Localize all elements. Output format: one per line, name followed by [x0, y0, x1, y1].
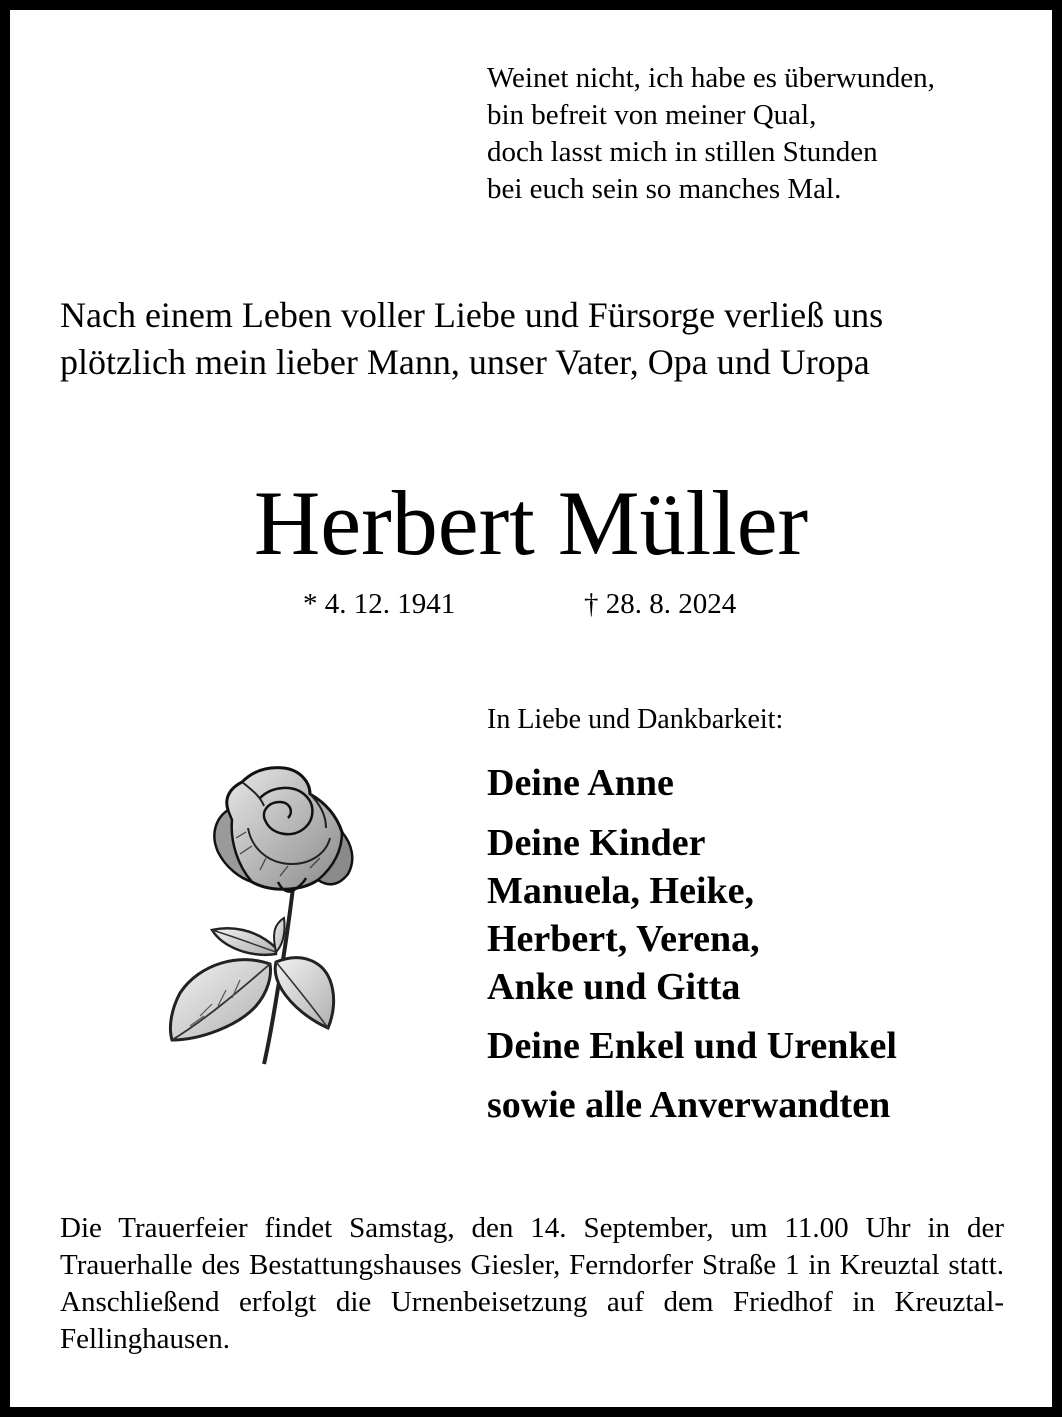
mourner-grandchildren: Deine Enkel und Urenkel [487, 1025, 897, 1067]
children-line: Herbert, Verena, [487, 918, 760, 960]
thanks-heading: In Liebe und Dankbarkeit: [487, 704, 784, 735]
service-notice: Die Trauerfeier findet Samstag, den 14. September, um 11.00 Uhr in der Trauerhalle des Bestattungshauses Giesler, Ferndorfer Straße 1 in Kreuztal statt. Anschließend erfolgt die Urnenbeisetzung auf dem Friedhof in Kreuztal-Fellinghausen. [60, 1212, 1004, 1355]
deceased-name: Herbert Müller [253, 472, 809, 574]
children-line: Anke und Gitta [487, 966, 741, 1008]
children-line: Manuela, Heike, [487, 870, 755, 912]
mourner-spouse: Deine Anne [487, 762, 674, 804]
mourner-children [487, 819, 760, 1011]
rose-icon [160, 758, 390, 1068]
poem-line: Weinet nicht, ich habe es überwunden, [487, 62, 935, 94]
mourner-relatives: sowie alle Anverwandten [487, 1084, 891, 1126]
poem-line: doch lasst mich in stillen Stunden [487, 136, 878, 168]
poem [487, 60, 935, 208]
birth-date: * 4. 12. 1941 [303, 588, 456, 620]
children-line: Deine Kinder [487, 822, 706, 864]
death-date: † 28. 8. 2024 [584, 588, 737, 620]
poem-line: bin befreit von meiner Qual, [487, 99, 817, 131]
intro-line: plötzlich mein lieber Mann, unser Vater, Opa und Uropa [60, 342, 870, 382]
intro-line: Nach einem Leben voller Liebe und Fürsorge verließ uns [60, 295, 884, 335]
poem-line: bei euch sein so manches Mal. [487, 173, 842, 205]
intro-text [60, 292, 883, 386]
